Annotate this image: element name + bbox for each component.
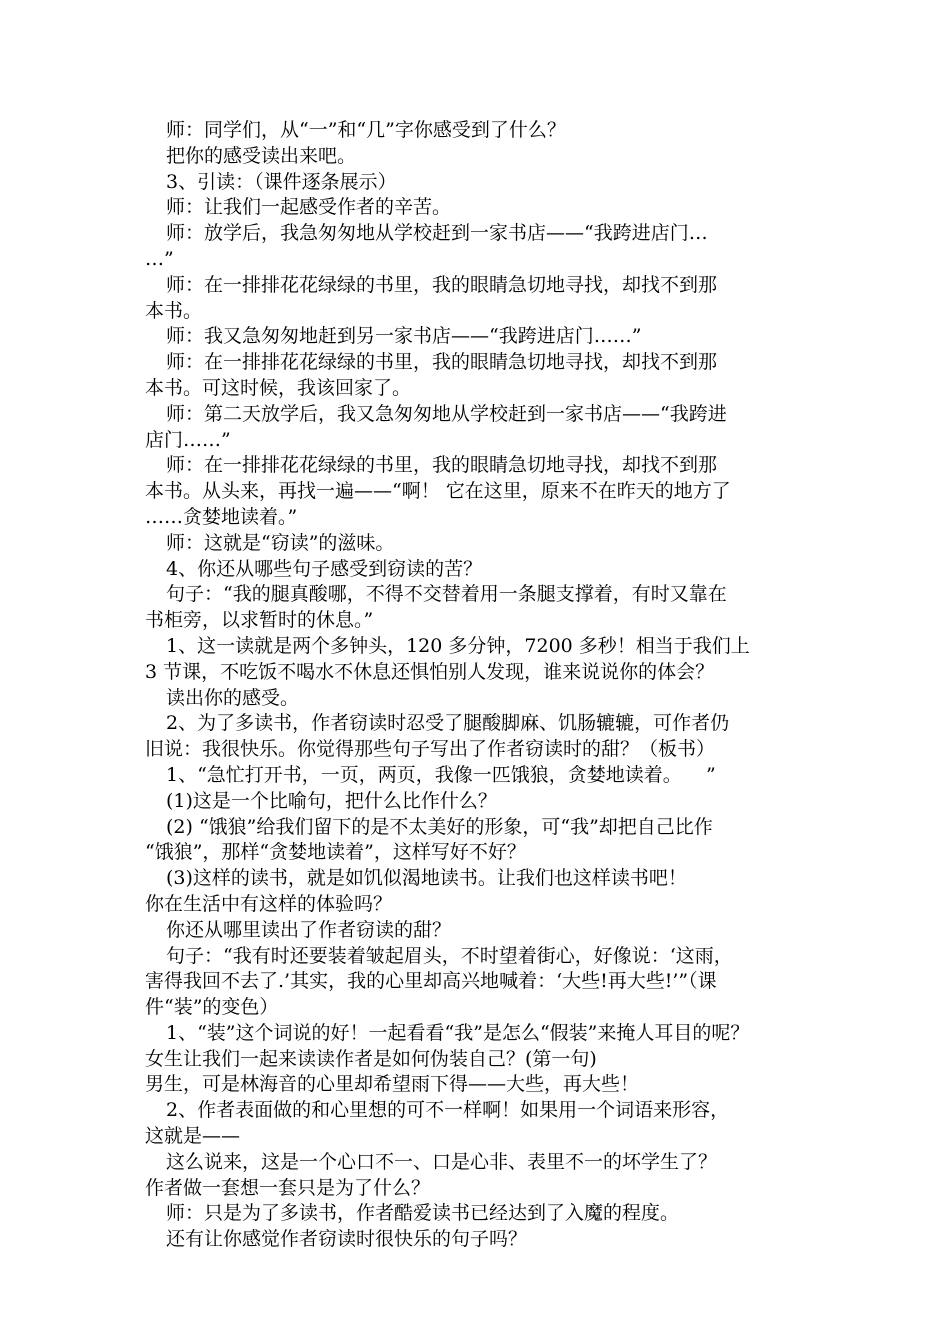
text-line: 店门……” bbox=[145, 428, 231, 451]
text-line: (2) “饿狼”给我们留下的是不太美好的形象，可“我”却把自己比作 bbox=[166, 815, 713, 838]
text-line: 件“装”的变色） bbox=[145, 996, 279, 1019]
text-line: 1、“急忙打开书，一页，两页，我像一匹饿狼，贪婪地读着。 ” bbox=[166, 763, 716, 786]
text-line: 作者做一套想一套只是为了什么？ bbox=[145, 1176, 431, 1199]
text-line: 师：在一排排花花绿绿的书里，我的眼睛急切地寻找，却找不到那 bbox=[166, 351, 718, 374]
text-line: 这就是—— bbox=[145, 1125, 241, 1148]
text-line: 1、“装”这个词说的好！一起看看“我”是怎么“假装”来掩人耳目的呢？ bbox=[166, 1021, 750, 1044]
text-line: 2、作者表面做的和心里想的可不一样啊！如果用一个词语来形容， bbox=[166, 1099, 730, 1122]
text-line: 还有让你感觉作者窃读时很快乐的句子吗？ bbox=[166, 1228, 528, 1251]
text-line: 师：放学后，我急匆匆地从学校赶到一家书店——“我跨进店门… bbox=[166, 222, 708, 245]
text-line: ……贪婪地读着。” bbox=[145, 505, 298, 528]
text-line: 师：只是为了多读书，作者酷爱读书已经达到了入魔的程度。 bbox=[166, 1202, 680, 1225]
text-line: 师：我又急匆匆地赶到另一家书店——“我跨进店门……” bbox=[166, 325, 642, 348]
text-line: 女生让我们一起来读读作者是如何伪装自己？(第一句) bbox=[145, 1047, 597, 1070]
text-line: “饿狼”，那样“贪婪地读着”，这样写好不好？ bbox=[145, 841, 526, 864]
text-line: 师：在一排排花花绿绿的书里，我的眼睛急切地寻找，却找不到那 bbox=[166, 454, 718, 477]
text-line: 本书。可这时候，我该回家了。 bbox=[145, 376, 412, 399]
text-line: 师：第二天放学后，我又急匆匆地从学校赶到一家书店——“我跨进 bbox=[166, 402, 727, 425]
text-line: 3、引读：（课件逐条展示） bbox=[166, 170, 397, 193]
text-line: 你还从哪里读出了作者窃读的甜？ bbox=[166, 918, 452, 941]
text-line: 书柜旁，以求暂时的休息。” bbox=[145, 609, 374, 632]
text-line: 句子：“我有时还要装着皱起眉头，不时望着街心，好像说：‘这雨， bbox=[166, 944, 733, 967]
text-line: 句子：“我的腿真酸哪，不得不交替着用一条腿支撑着，有时又靠在 bbox=[166, 583, 727, 606]
text-line: 你在生活中有这样的体验吗？ bbox=[145, 892, 393, 915]
text-line: …” bbox=[145, 247, 174, 270]
text-line: 师：在一排排花花绿绿的书里，我的眼睛急切地寻找，却找不到那 bbox=[166, 273, 718, 296]
document-body bbox=[145, 118, 815, 1253]
text-line: 旧说：我很快乐。你觉得那些句子写出了作者窃读时的甜？（板书） bbox=[145, 738, 716, 761]
text-line: 读出你的感受。 bbox=[166, 686, 300, 709]
text-line: 3 节课，不吃饭不喝水不休息还惧怕别人发现，谁来说说你的体会？ bbox=[145, 660, 715, 683]
text-line: (3)这样的读书，就是如饥似渴地读书。让我们也这样读书吧！ bbox=[166, 867, 687, 890]
text-line: 这么说来，这是一个心口不一、口是心非、表里不一的坏学生了？ bbox=[166, 1150, 718, 1173]
text-line: 本书。 bbox=[145, 299, 203, 322]
text-line: 1、这一读就是两个多钟头，120 多分钟，7200 多秒！相当于我们上 bbox=[166, 634, 750, 657]
text-line: 害得我回不去了.’其实，我的心里却高兴地喊着：‘大些!再大些!’”（课 bbox=[145, 970, 717, 993]
text-line: 本书。从头来，再找一遍——“啊！ 它在这里，原来不在昨天的地方了 bbox=[145, 480, 731, 503]
text-line: (1)这是一个比喻句，把什么比作什么？ bbox=[166, 789, 497, 812]
text-line: 师：同学们，从“一”和“几”字你感受到了什么？ bbox=[166, 119, 566, 141]
text-line: 男生，可是林海音的心里却希望雨下得——大些，再大些！ bbox=[145, 1073, 640, 1096]
text-line: 2、为了多读书，作者窃读时忍受了腿酸脚麻、饥肠辘辘，可作者仍 bbox=[166, 712, 730, 735]
text-line: 师：让我们一起感受作者的辛苦。 bbox=[166, 196, 452, 219]
text-line: 师：这就是“窃读”的滋味。 bbox=[166, 531, 395, 554]
text-line: 4、你还从哪些句子感受到窃读的苦？ bbox=[166, 557, 483, 580]
text-line: 把你的感受读出来吧。 bbox=[166, 144, 357, 167]
